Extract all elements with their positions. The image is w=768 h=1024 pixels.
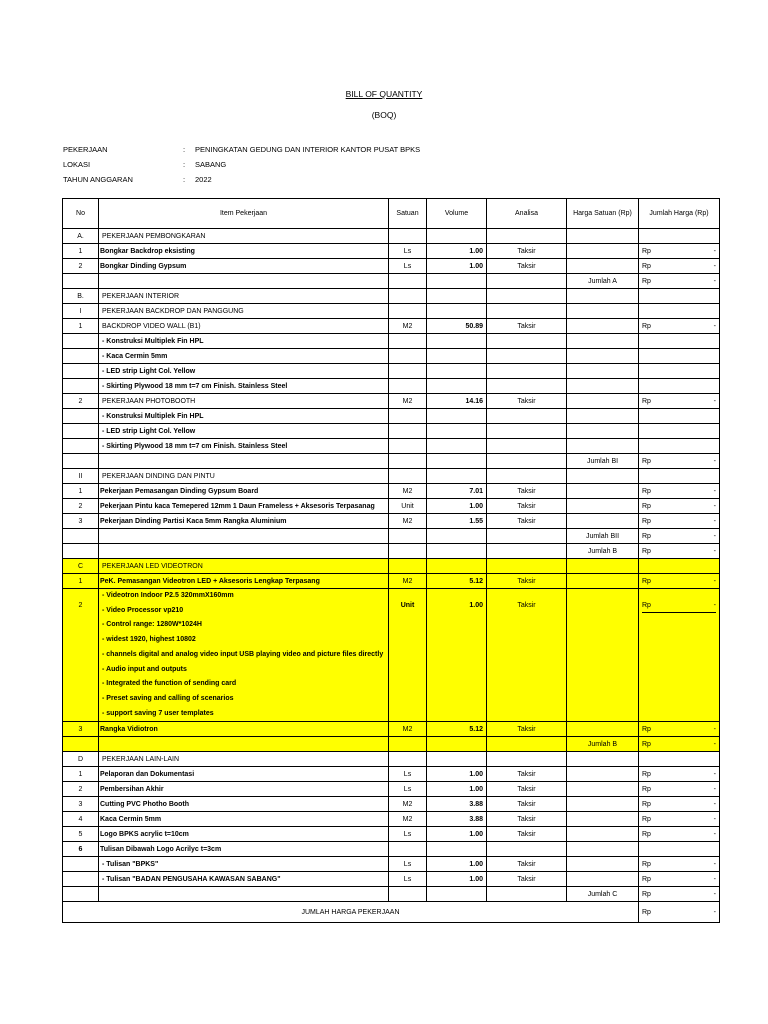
meta-row [63,142,420,157]
cell-satuan: Ls [389,827,427,842]
cell-no: A. [63,229,99,244]
cell-satuan: Ls [389,872,427,887]
cell-jumlah: Rp - [639,887,720,902]
cell-no: 5 [63,827,99,842]
subtotal-label: Jumlah BI [567,454,639,469]
cell-item: Pembersihan Akhir [99,782,389,797]
table-row [63,499,720,514]
document-title: BILL OF QUANTITY [345,89,423,99]
cell-jumlah: Rp - [639,514,720,529]
section-title: PEKERJAAN LAIN-LAIN [99,752,389,767]
sub-item: - Konstruksi Multiplek Fin HPL [99,409,389,424]
cell-jumlah: Rp - [639,484,720,499]
table-row [63,514,720,529]
sub-item-row [63,409,720,424]
col-item: Item Pekerjaan [99,199,389,229]
cell-satuan: Unit [389,499,427,514]
cell-jumlah: Rp - [639,812,720,827]
boq-table [62,198,720,923]
col-jumlah-harga: Jumlah Harga (Rp) [639,199,720,229]
subtotal-label: Jumlah C [567,887,639,902]
col-satuan: Satuan [389,199,427,229]
cell-item: Pekerjaan Pintu kaca Temepered 12mm 1 Daun Frameless + Aksesoris Terpasanag [99,499,389,514]
cell-satuan: M2 [389,722,427,737]
cell-analisa: Taksir [487,872,567,887]
boq-table-wrapper [62,198,719,923]
cell-item: PeK. Pemasangan Videotron LED + Aksesoris Lengkap Terpasang [99,574,389,589]
cell-jumlah: Rp - [639,722,720,737]
cell-jumlah: Rp - [639,589,720,722]
cell-item: Pekerjaan Pemasangan Dinding Gypsum Board [99,484,389,499]
table-row [63,842,720,857]
cell-volume: 7.01 [427,484,487,499]
cell-satuan: M2 [389,812,427,827]
meta-value: SABANG [195,160,227,169]
cell-item: Kaca Cermin 5mm [99,812,389,827]
table-row [63,797,720,812]
subtotal-label: Jumlah BII [567,529,639,544]
meta-row [63,172,420,187]
sub-item-row [63,364,720,379]
cell-jumlah: Rp - [639,529,720,544]
cell-satuan: M2 [389,484,427,499]
cell-satuan: Ls [389,244,427,259]
cell-volume: 5.12 [427,722,487,737]
cell-no: 2 [63,782,99,797]
subtotal-row [63,454,720,469]
section-title: PEKERJAAN LED VIDEOTRON [99,559,389,574]
meta-key: PEKERJAAN [63,145,108,154]
col-no: No [63,199,99,229]
sub-item: - Kaca Cermin 5mm [99,349,389,364]
table-row [63,244,720,259]
meta-row [63,157,420,172]
cell-analisa: Taksir [487,259,567,274]
section-header [63,289,720,304]
sub-item: - Tulisan "BADAN PENGUSAHA KAWASAN SABANG" [99,872,389,887]
cell-jumlah: Rp - [639,259,720,274]
subsection-title: PEKERJAAN BACKDROP DAN PANGGUNG [99,304,389,319]
cell-analisa: Taksir [487,589,567,722]
meta-value: 2022 [195,175,212,184]
subtotal-row [63,529,720,544]
cell-jumlah: Rp - [639,782,720,797]
cell-satuan: M2 [389,319,427,334]
table-row [63,394,720,409]
cell-no: D [63,752,99,767]
cell-jumlah: Rp - [639,872,720,887]
sub-item-row [63,334,720,349]
cell-jumlah: Rp - [639,737,720,752]
cell-jumlah: Rp - [639,454,720,469]
cell-item: Cutting PVC Photho Booth [99,797,389,812]
table-row [63,484,720,499]
table-row [63,767,720,782]
cell-volume: 1.00 [427,857,487,872]
cell-no: 1 [63,767,99,782]
cell-analisa: Taksir [487,319,567,334]
cell-analisa: Taksir [487,499,567,514]
sub-item: - Konstruksi Multiplek Fin HPL [99,334,389,349]
cell-no: 1 [63,319,99,334]
cell-analisa: Taksir [487,812,567,827]
sub-item: - Tulisan "BPKS" [99,857,389,872]
cell-satuan: M2 [389,394,427,409]
cell-jumlah: Rp - [639,827,720,842]
cell-no: 2 [63,499,99,514]
cell-jumlah: Rp - [639,797,720,812]
table-row [63,589,720,722]
cell-analisa: Taksir [487,722,567,737]
sub-item-row [63,424,720,439]
cell-jumlah: Rp - [639,394,720,409]
cell-volume: 1.00 [427,782,487,797]
cell-no: 3 [63,514,99,529]
subtotal-row [63,887,720,902]
subsection-header [63,469,720,484]
cell-volume: 1.55 [427,514,487,529]
subtotal-label: Jumlah B [567,544,639,559]
cell-no: 1 [63,484,99,499]
cell-analisa: Taksir [487,797,567,812]
subtotal-label: Jumlah A [567,274,639,289]
cell-jumlah: Rp - [639,857,720,872]
cell-analisa: Taksir [487,857,567,872]
cell-satuan: M2 [389,574,427,589]
cell-item: Bongkar Dinding Gypsum [99,259,389,274]
cell-satuan: Ls [389,857,427,872]
cell-jumlah: Rp - [639,499,720,514]
cell-analisa: Taksir [487,782,567,797]
cell-no: C [63,559,99,574]
cell-analisa: Taksir [487,244,567,259]
cell-no: 3 [63,722,99,737]
sub-item: - Skirting Plywood 18 mm t=7 cm Finish. Stainless Steel [99,379,389,394]
cell-no: II [63,469,99,484]
cell-analisa: Taksir [487,394,567,409]
cell-jumlah: Rp - [639,544,720,559]
cell-no: B. [63,289,99,304]
cell-no: 6 [63,842,99,857]
cell-no: 1 [63,244,99,259]
cell-no: I [63,304,99,319]
cell-volume: 3.88 [427,797,487,812]
cell-item: BACKDROP VIDEO WALL (B1) [99,319,389,334]
subtotal-row [63,274,720,289]
cell-volume: 1.00 [427,589,487,722]
cell-no: 2 [63,394,99,409]
cell-analisa: Taksir [487,574,567,589]
cell-jumlah: Rp - [639,274,720,289]
subtotal-row [63,737,720,752]
cell-no: 4 [63,812,99,827]
cell-volume: 1.00 [427,767,487,782]
cell-satuan: Unit [389,589,427,722]
cell-no: 1 [63,574,99,589]
cell-jumlah: Rp - [639,767,720,782]
cell-volume: 1.00 [427,827,487,842]
col-analisa: Analisa [487,199,567,229]
cell-volume: 50.89 [427,319,487,334]
cell-item-lines: - Videotron Indoor P2.5 320mmX160mm - Video Processor vp210 - Control range: 1280W*1024H - widest 1920, highest 10802 - channels digital and analog video input USB playing video and picture files directly - Audio input and outputs - Integrated the function of sending card - Preset saving and calling of scenarios - support saving 7 user templates [99,589,389,722]
table-row [63,259,720,274]
meta-colon: : [183,160,186,169]
table-row [63,722,720,737]
cell-satuan: M2 [389,797,427,812]
section-header [63,559,720,574]
cell-analisa: Taksir [487,827,567,842]
cell-item: Bongkar Backdrop eksisting [99,244,389,259]
cell-jumlah: Rp - [639,244,720,259]
cell-item: Logo BPKS acrylic t=10cm [99,827,389,842]
cell-item: PEKERJAAN PHOTOBOOTH [99,394,389,409]
sub-item-row [63,872,720,887]
sub-item: - LED strip Light Col. Yellow [99,424,389,439]
cell-satuan: M2 [389,514,427,529]
cell-volume: 3.88 [427,812,487,827]
table-row [63,319,720,334]
cell-volume: 5.12 [427,574,487,589]
cell-jumlah: Rp - [639,319,720,334]
section-header [63,752,720,767]
cell-item: Rangka Vidiotron [99,722,389,737]
meta-key: TAHUN ANGGARAN [63,175,133,184]
section-header [63,229,720,244]
sub-item-row [63,349,720,364]
table-row [63,574,720,589]
cell-no: 3 [63,797,99,812]
grand-total-label: JUMLAH HARGA PEKERJAAN [63,902,639,923]
cell-satuan: Ls [389,767,427,782]
section-title: PEKERJAAN PEMBONGKARAN [99,229,389,244]
sub-item-row [63,379,720,394]
meta-value: PENINGKATAN GEDUNG DAN INTERIOR KANTOR PUSAT BPKS [195,145,421,154]
cell-satuan: Ls [389,782,427,797]
sub-item-row [63,857,720,872]
subtotal-label: Jumlah B [567,737,639,752]
table-header [63,199,720,229]
cell-analisa: Taksir [487,514,567,529]
grand-total-row [63,902,720,923]
cell-analisa: Taksir [487,767,567,782]
cell-satuan: Ls [389,259,427,274]
cell-jumlah: Rp - [639,574,720,589]
subsection-title: PEKERJAAN DINDING DAN PINTU [99,469,389,484]
meta-key: LOKASI [63,160,91,169]
sub-item-row [63,439,720,454]
cell-item: Pelaporan dan Dokumentasi [99,767,389,782]
section-title: PEKERJAAN INTERIOR [99,289,389,304]
document-subtitle: (BOQ) [371,110,397,120]
cell-analisa: Taksir [487,484,567,499]
sub-item: - LED strip Light Col. Yellow [99,364,389,379]
cell-volume: 1.00 [427,499,487,514]
sub-item: - Skirting Plywood 18 mm t=7 cm Finish. Stainless Steel [99,439,389,454]
col-volume: Volume [427,199,487,229]
cell-no: 2 [63,259,99,274]
project-info [63,142,420,187]
cell-volume: 1.00 [427,259,487,274]
cell-volume: 1.00 [427,244,487,259]
cell-item: Tulisan Dibawah Logo Acrilyc t=3cm [99,842,389,857]
cell-volume: 1.00 [427,872,487,887]
cell-no: 2 [63,589,99,722]
cell-volume: 14.16 [427,394,487,409]
table-row [63,827,720,842]
subtotal-row [63,544,720,559]
table-row [63,782,720,797]
meta-colon: : [183,175,186,184]
table-row [63,812,720,827]
grand-total-value: Rp - [639,902,720,923]
cell-item: Pekerjaan Dinding Partisi Kaca 5mm Rangka Aluminium [99,514,389,529]
col-harga-satuan: Harga Satuan (Rp) [567,199,639,229]
subsection-header [63,304,720,319]
meta-colon: : [183,145,186,154]
